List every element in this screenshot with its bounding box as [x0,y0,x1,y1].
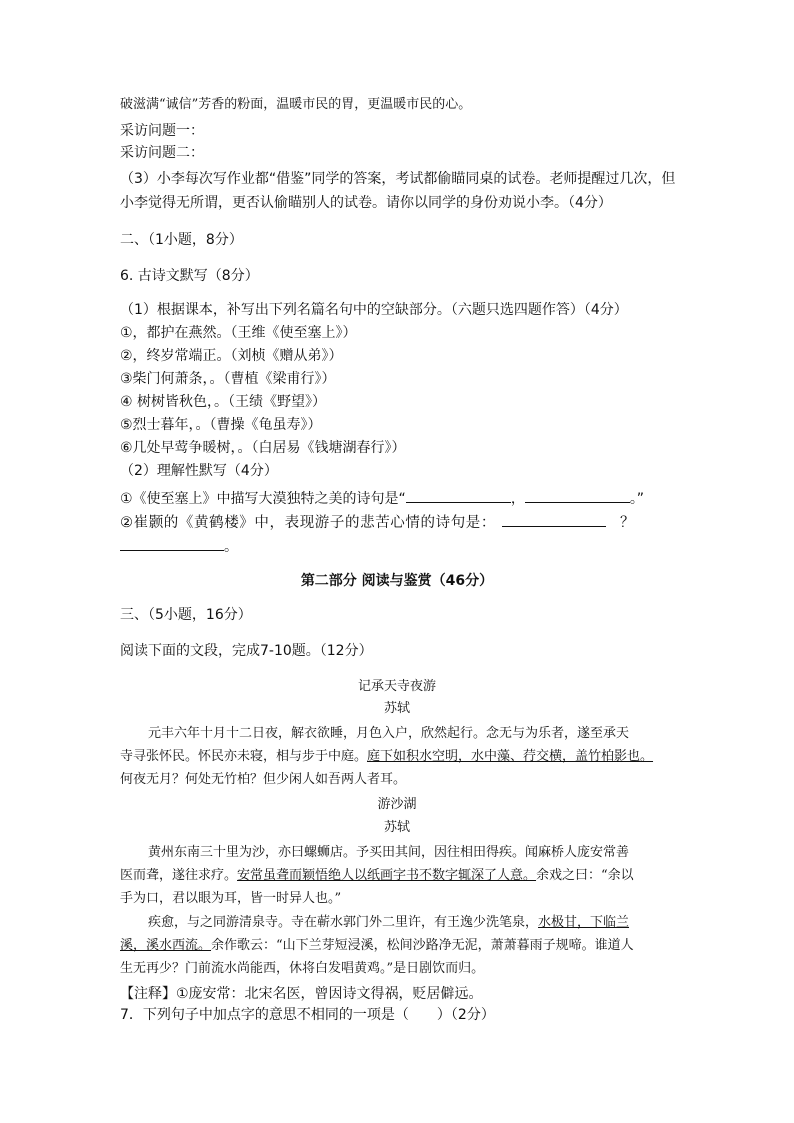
section-two-heading: 二、（1小题，8分） [120,232,243,248]
answer-blank[interactable] [502,512,606,527]
passage-2-author: 苏轼 [383,820,410,835]
poem-item-1: ①，都护在燕然。（王维《使至塞上》） [120,325,357,341]
passage-2-line-1: 黄州东南三十里为沙，亦曰螺蛳店。予买田其间，因往相田得疾。闻麻桥人庞安常善 [148,845,630,860]
part-two-heading: 第二部分 阅读与鉴赏（46分） [300,573,494,589]
question-3-line-2: 小李觉得无所谓，更否认偷瞄别人的试卷。请你以同学的身份劝说小李。（4分） [120,195,612,211]
answer-blank[interactable] [120,536,224,551]
comma: ， [510,491,525,507]
comprehension-item-1-text: ①《使至塞上》中描写大漠独特之美的诗句是“ [120,491,406,507]
question-3-line-1: （3）小李每次写作业都“借鉴”同学的答案，考试都偷瞄同桌的试卷。老师提醒过几次，但 [120,171,676,187]
reading-instruction: 阅读下面的文段，完成7-10题。（12分） [120,643,373,659]
question-6-part-2: （2）理解性默写（4分） [120,463,278,479]
passage-2-line-3: 手为口，君以眼为耳，皆一时异人也。” [120,891,342,906]
underlined-sentence: 安常虽聋而颖悟绝人以纸画字书不数字辄深了人意。 [237,868,537,883]
comprehension-item-2-text: ②崔颢的《黄鹤楼》中，表现游子的悲苦心情的诗句是： [120,515,496,531]
interview-question-1: 采访问题一： [120,123,204,139]
passage-1-author: 苏轼 [383,701,410,716]
answer-blank[interactable] [406,488,511,503]
comprehension-item-1 [120,488,680,508]
passage-1-title: 记承天寺夜游 [357,679,436,694]
passage-2-text: 疾愈，与之同游清泉寺。寺在蕲水郭门外二里许，有王逸少洗笔泉， [148,915,539,930]
passage-2-text: 余戏之曰：“余以 [536,868,634,883]
comprehension-item-2 [120,512,680,532]
question-6-part-1: （1）根据课本，补写出下列名篇名句中的空缺部分。（六题只选四题作答）（4分） [120,302,628,318]
passage-2-text: 余作歌云：“山下兰芽短浸溪，松间沙路净无泥，萧萧暮雨子规啼。谁道人 [211,938,634,953]
question-mark: ？ [620,515,636,531]
text-line: 破滋满“诚信”芳香的粉面，温暖市民的胃，更温暖市民的心。 [120,97,472,112]
passage-1-line-3: 何夜无月？何处无竹柏？但少闲人如吾两人者耳。 [120,772,407,787]
poem-item-5: ⑤烈士暮年，。（曹操《龟虽寿》） [120,417,322,433]
underlined-phrase: 水极甘，下临兰 [538,915,630,930]
passage-1-line-1: 元丰六年十月十二日夜，解衣欲睡，月色入户，欣然起行。念无与为乐者，遂至承天 [148,726,630,741]
underlined-phrase: 溪，溪水西流。 [120,938,212,953]
underlined-sentence: 庭下如积水空明，水中藻、荇交横，盖竹柏影也。 [367,749,654,764]
closing-mark: 。” [629,491,645,507]
passage-1-line-2 [120,748,680,766]
passage-2-text: 医而聋，遂往求疗。 [120,868,238,883]
poem-item-3: ③柴门何萧条，。（曹植《梁甫行》） [120,371,336,387]
comprehension-item-2-cont [120,536,680,556]
interview-question-2: 采访问题二： [120,145,204,161]
annotation: 【注释】①庞安常：北宋名医，曾因诗文得祸，贬居僻远。 [120,986,483,1002]
passage-2-line-2 [120,867,680,885]
passage-2-line-4 [120,914,680,932]
poem-item-6: ⑥几处早莺争暖树，。（白居易《钱塘湖春行》） [120,440,406,456]
answer-blank[interactable] [525,488,630,503]
passage-2-line-6: 生无再少？门前流水尚能西，休将白发唱黄鸡。”是日剧饮而归。 [120,961,485,976]
poem-item-2: ②，终岁常端正。（刘桢《赠从弟》） [120,348,343,364]
passage-1-text: 寺寻张怀民。怀民亦未寝，相与步于中庭。 [120,749,368,764]
passage-2-line-5 [120,937,680,955]
question-6-heading: 6. 古诗文默写（8分） [120,268,259,284]
passage-2-title: 游沙湖 [377,797,417,812]
question-7: 7．下列句子中加点字的意思不相同的一项是（ ）（2分） [120,1007,495,1023]
poem-item-4: ④ 树树皆秋色，。（王绩《野望》） [120,394,327,410]
full-stop: 。 [224,539,238,555]
section-three-heading: 三、（5小题，16分） [120,607,252,623]
